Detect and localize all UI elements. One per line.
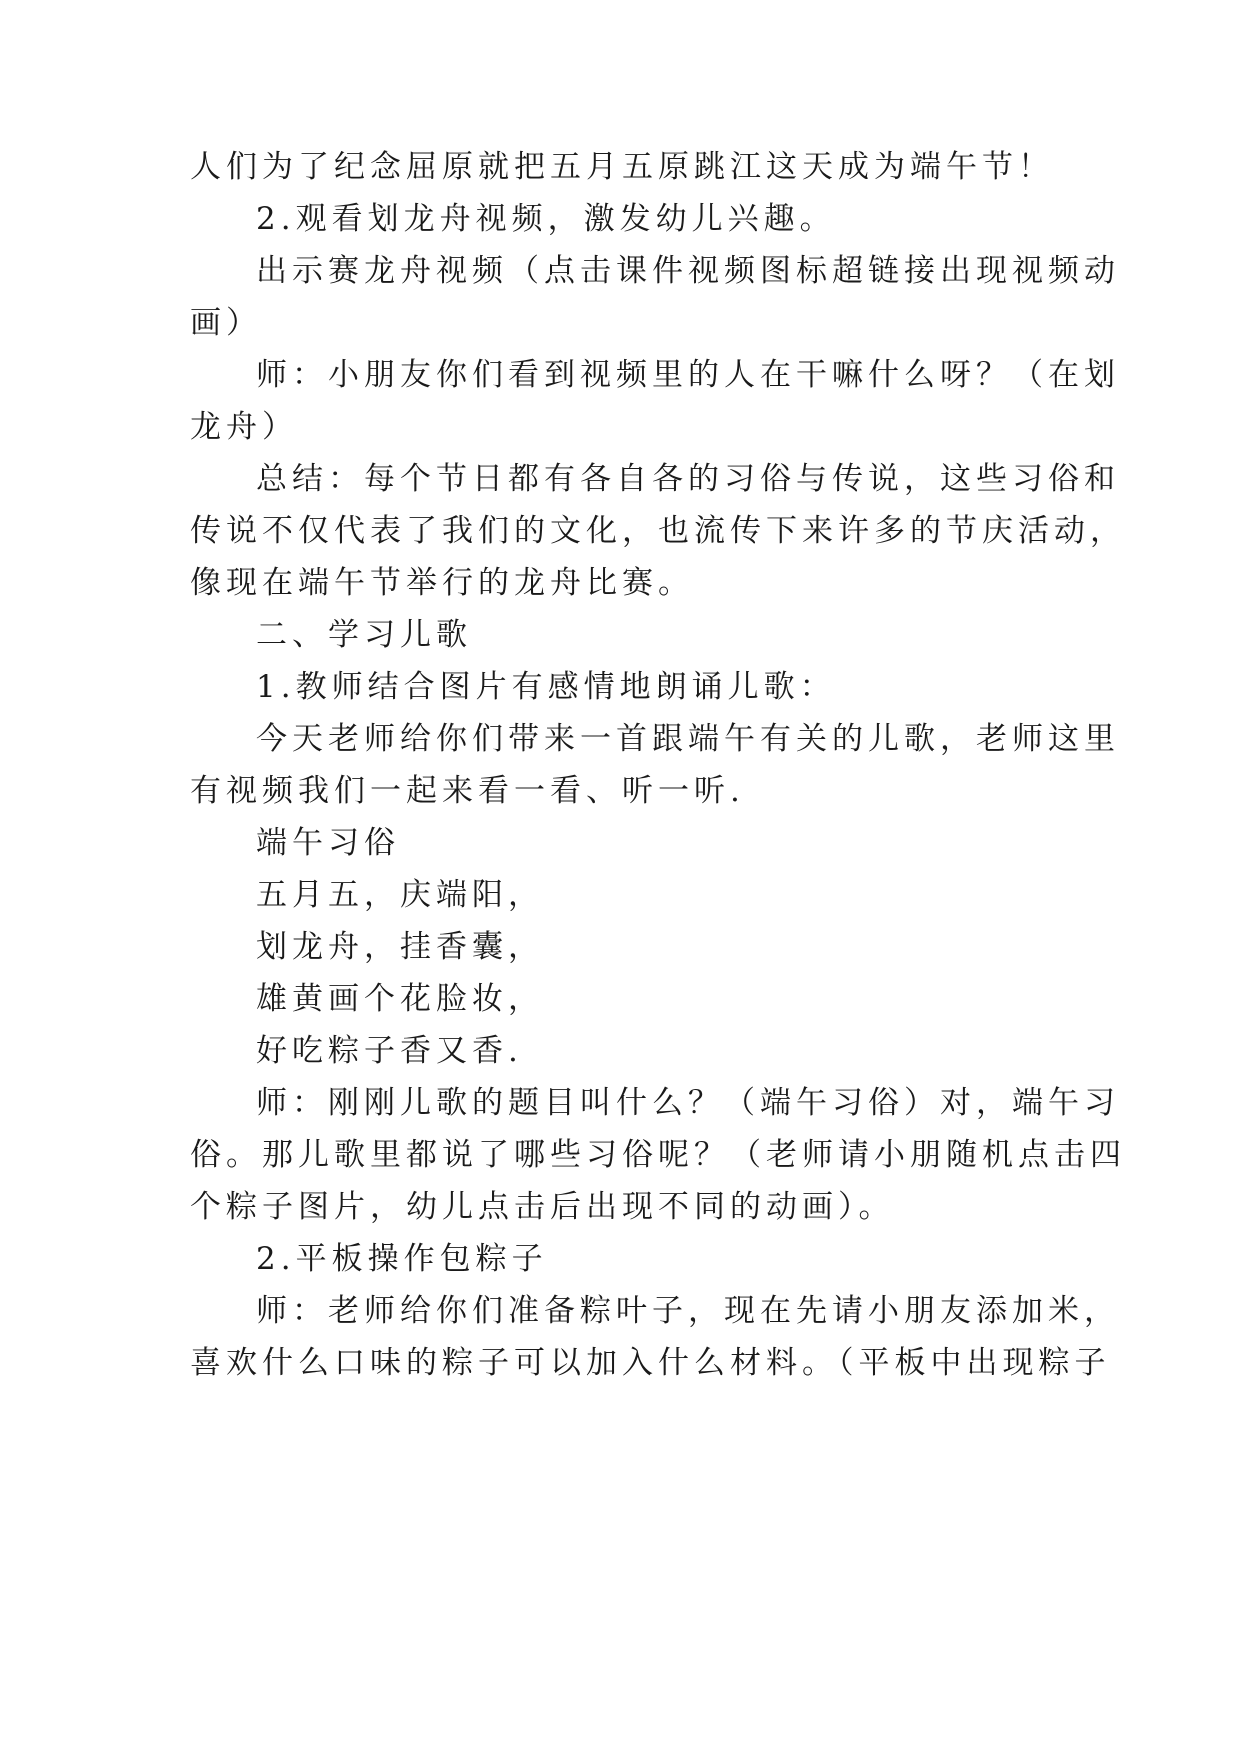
text-line: 个粽子图片，幼儿点击后出现不同的动画）。 xyxy=(190,1189,895,1225)
text-line: 喜欢什么口味的粽子可以加入什么材料。（平板中出现粽子 xyxy=(190,1345,1111,1381)
text-line: 师：刚刚儿歌的题目叫什么？（端午习俗）对，端午习 xyxy=(256,1085,1120,1121)
poem-line: 雄黄画个花脸妆， xyxy=(256,981,544,1017)
text-line: 1.教师结合图片有感情地朗诵儿歌： xyxy=(256,669,836,705)
text-line: 师：小朋友你们看到视频里的人在干嘛什么呀？（在划 xyxy=(256,357,1120,393)
poem-title: 端午习俗 xyxy=(256,825,400,861)
text-line: 出示赛龙舟视频（点击课件视频图标超链接出现视频动 xyxy=(256,253,1120,289)
text-line: 像现在端午节举行的龙舟比赛。 xyxy=(190,565,694,601)
text-line: 今天老师给你们带来一首跟端午有关的儿歌，老师这里 xyxy=(256,721,1120,757)
text-line: 2.观看划龙舟视频，激发幼儿兴趣。 xyxy=(256,201,836,237)
poem-line: 好吃粽子香又香. xyxy=(256,1033,523,1069)
section-heading: 二、学习儿歌 xyxy=(256,617,472,653)
text-line: 俗。那儿歌里都说了哪些习俗呢？（老师请小朋随机点击四 xyxy=(190,1137,1126,1173)
text-line: 画） xyxy=(190,305,262,341)
text-line: 龙舟） xyxy=(190,409,298,445)
poem-line: 五月五，庆端阳， xyxy=(256,877,544,913)
poem-line: 划龙舟，挂香囊， xyxy=(256,929,544,965)
text-line: 人们为了纪念屈原就把五月五原跳江这天成为端午节！ xyxy=(190,149,1054,185)
text-line: 2.平板操作包粽子 xyxy=(256,1241,548,1277)
text-line: 有视频我们一起来看一看、听一听. xyxy=(190,773,745,809)
text-line: 师：老师给你们准备粽叶子，现在先请小朋友添加米， xyxy=(256,1293,1120,1329)
text-line: 总结：每个节日都有各自各的习俗与传说，这些习俗和 xyxy=(256,461,1120,497)
text-line: 传说不仅代表了我们的文化，也流传下来许多的节庆活动， xyxy=(190,513,1126,549)
